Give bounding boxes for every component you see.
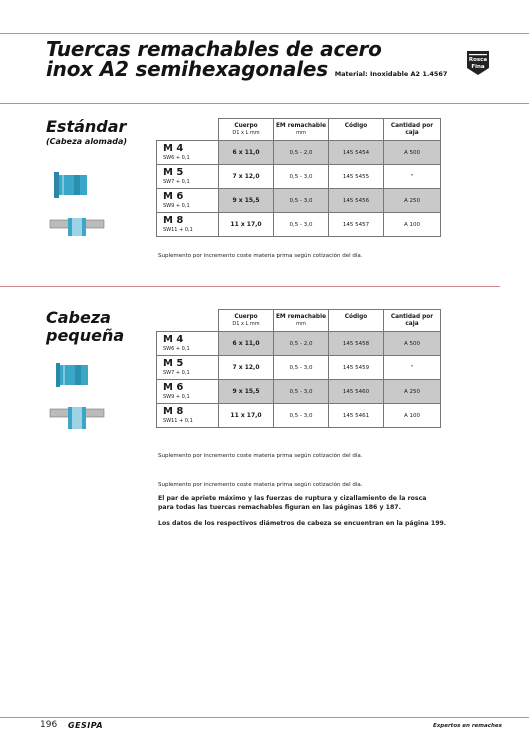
table-row <box>157 380 441 404</box>
qty-cell: A 500 <box>384 332 441 356</box>
em-cell: 0,5 - 2,0 <box>274 141 329 165</box>
size-cell <box>157 380 219 404</box>
dim-cell: 7 x 12,0 <box>219 165 274 189</box>
thread-size: M 8 <box>163 406 184 417</box>
thread-size: M 6 <box>163 382 184 393</box>
code-cell: 145 5461 <box>329 404 384 428</box>
size-cell <box>157 213 219 237</box>
header-cantidad <box>384 310 441 332</box>
header-cuerpo <box>219 119 274 141</box>
sw-value: SW6 + 0,1 <box>163 155 190 161</box>
thread-size: M 5 <box>163 167 184 178</box>
header-cuerpo-unit: D1 x L mm <box>232 129 260 136</box>
table-row <box>157 332 441 356</box>
page-number: 196 <box>40 720 58 730</box>
torque-note-line2: para todas las tuercas remachables figuran en las páginas 186 y 187. <box>158 504 401 511</box>
badge-bottom-text: Fina <box>471 64 485 70</box>
top-rule <box>0 33 529 34</box>
spec-table-small-head <box>156 309 441 428</box>
header-em-unit: mm <box>296 320 306 327</box>
nut-image-standard-section <box>48 216 106 243</box>
fine-thread-badge <box>466 50 490 76</box>
nut-image-standard-side <box>50 170 94 205</box>
header-codigo-label: Código <box>344 313 368 320</box>
code-cell: 145 5457 <box>329 213 384 237</box>
header-blank <box>157 119 219 141</box>
em-cell: 0,5 - 3,0 <box>274 189 329 213</box>
sw-value: SW11 + 0,1 <box>163 227 193 233</box>
sw-value: SW11 + 0,1 <box>163 418 193 424</box>
nut-image-small-head-section <box>48 406 106 437</box>
thread-size: M 8 <box>163 215 184 226</box>
code-cell: 145 5458 <box>329 332 384 356</box>
sw-value: SW9 + 0,1 <box>163 394 190 400</box>
dim-cell: 7 x 12,0 <box>219 356 274 380</box>
torque-note-line1: El par de apriete máximo y las fuerzas de ruptura y cizallamiento de la rosca <box>158 495 427 502</box>
sw-value: SW9 + 0,1 <box>163 203 190 209</box>
sw-value: SW7 + 0,1 <box>163 370 190 376</box>
table-row <box>157 356 441 380</box>
qty-cell: A 250 <box>384 189 441 213</box>
size-cell <box>157 165 219 189</box>
table-row <box>157 213 441 237</box>
section-small-head-title-line1: Cabeza <box>46 308 111 327</box>
header-em-unit: mm <box>296 129 306 136</box>
header-cuerpo <box>219 310 274 332</box>
em-cell: 0,5 - 3,0 <box>274 380 329 404</box>
blue-rivet-nut-icon <box>50 170 94 200</box>
section-standard-note: Suplemento por incremento coste materia prima según cotización del día. <box>158 253 363 259</box>
gesipa-logo: GESIPA <box>68 721 104 730</box>
em-cell: 0,5 - 3,0 <box>274 356 329 380</box>
section2-rule <box>0 286 500 287</box>
header-em-label: EM remachable <box>275 313 327 320</box>
diameters-note: Los datos de los respectivos diámetros de cabeza se encuentran en la página 199. <box>158 520 447 527</box>
size-cell <box>157 189 219 213</box>
footer-rule <box>0 717 529 718</box>
header-codigo <box>329 119 384 141</box>
table-row <box>157 404 441 428</box>
thread-size: M 4 <box>163 334 184 345</box>
code-cell: 145 5456 <box>329 189 384 213</box>
size-cell <box>157 141 219 165</box>
sw-value: SW6 + 0,1 <box>163 346 190 352</box>
nut-image-small-head-side <box>50 360 94 395</box>
size-cell <box>157 404 219 428</box>
dim-cell: 6 x 11,0 <box>219 141 274 165</box>
sectioned-rivet-nut-icon <box>48 406 106 432</box>
sectioned-rivet-nut-icon <box>48 216 106 238</box>
code-cell: 145 5454 <box>329 141 384 165</box>
qty-cell: " <box>384 356 441 380</box>
header-cuerpo-label: Cuerpo <box>234 122 258 129</box>
section-standard-subtitle: (Cabeza alomada) <box>46 137 128 146</box>
header-cuerpo-label: Cuerpo <box>234 313 258 320</box>
page-title-line2 <box>46 59 447 85</box>
header-em <box>274 310 329 332</box>
header-codigo <box>329 310 384 332</box>
table-row <box>157 141 441 165</box>
badge-top-text: Rosca <box>468 57 488 63</box>
header-em-label: EM remachable <box>275 122 327 129</box>
thread-size: M 5 <box>163 358 184 369</box>
header-cantidad <box>384 119 441 141</box>
em-cell: 0,5 - 2,0 <box>274 332 329 356</box>
size-cell <box>157 356 219 380</box>
qty-cell: A 500 <box>384 141 441 165</box>
header-codigo-label: Código <box>344 122 368 129</box>
qty-cell: " <box>384 165 441 189</box>
sw-value: SW7 + 0,1 <box>163 179 190 185</box>
table-row <box>157 189 441 213</box>
thread-size: M 4 <box>163 143 184 154</box>
section-small-head-title-line2: pequeña <box>46 326 125 345</box>
section1-rule <box>0 103 529 104</box>
code-cell: 145 5455 <box>329 165 384 189</box>
torque-note <box>158 494 458 512</box>
code-cell: 145 5459 <box>329 356 384 380</box>
header-cantidad-label: Cantidad por caja <box>390 313 434 327</box>
fine-thread-badge-icon <box>466 50 490 76</box>
dim-cell: 11 x 17,0 <box>219 404 274 428</box>
section-standard-title: Estándar <box>46 117 127 136</box>
section-small-head-note: Suplemento por incremento coste materia prima según cotización del día. <box>158 453 363 459</box>
dim-cell: 9 x 15,5 <box>219 189 274 213</box>
repeat-note: Suplemento por incremento coste materia prima según cotización del día. <box>158 482 363 488</box>
material-label: Material: Inoxidable A2 1.4567 <box>334 70 448 78</box>
header-blank <box>157 310 219 332</box>
qty-cell: A 100 <box>384 404 441 428</box>
size-cell <box>157 332 219 356</box>
page-title-line1: Tuercas remachables de acero <box>46 37 382 61</box>
dim-cell: 6 x 11,0 <box>219 332 274 356</box>
footer-tagline: Expertos en remaches <box>433 723 502 729</box>
em-cell: 0,5 - 3,0 <box>274 213 329 237</box>
dim-cell: 11 x 17,0 <box>219 213 274 237</box>
spec-table-standard <box>156 118 441 237</box>
em-cell: 0,5 - 3,0 <box>274 404 329 428</box>
em-cell: 0,5 - 3,0 <box>274 165 329 189</box>
header-cuerpo-unit: D1 x L mm <box>232 320 260 327</box>
header-cantidad-label: Cantidad por caja <box>390 122 434 136</box>
dim-cell: 9 x 15,5 <box>219 380 274 404</box>
header-em <box>274 119 329 141</box>
table-row <box>157 165 441 189</box>
qty-cell: A 100 <box>384 213 441 237</box>
page-title-line2-text: inox A2 semihexagonales <box>46 57 328 81</box>
thread-size: M 6 <box>163 191 184 202</box>
qty-cell: A 250 <box>384 380 441 404</box>
code-cell: 145 5460 <box>329 380 384 404</box>
blue-rivet-nut-icon <box>50 360 94 390</box>
